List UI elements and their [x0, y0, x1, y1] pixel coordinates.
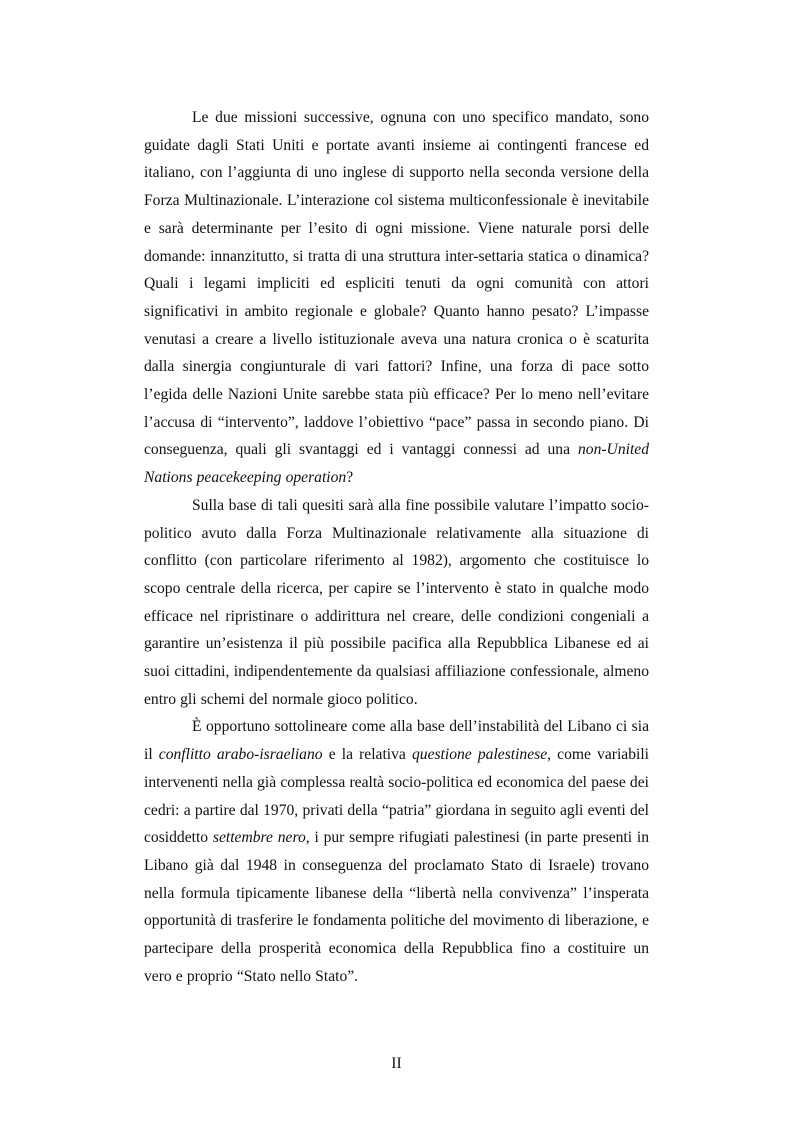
text-body	[144, 104, 649, 991]
paragraph-2-text-a: Sulla base di tali quesiti sarà alla fine possibile valutare l’impatto socio-politico avuto dalla Forza Multinazionale relativamente alla situazione di conflitto (con particolare riferimento al 1982), argomento che costituisce lo scopo centrale della ricerca, per capire se l’intervento è stato in qualche modo efficace nel ripristinare o addirittura nel creare, delle condizioni congeniali a garantire un’esistenza il più possibile pacifica alla Repubblica Libanese ed ai suoi cittadini, indipendentemente da qualsiasi affiliazione confessionale, almeno entro gli schemi del normale gioco politico.	[144, 496, 649, 708]
paragraph-2	[144, 492, 649, 714]
paragraph-3-italic-a: conflitto arabo-israeliano	[158, 746, 323, 764]
paragraph-1-italic-a: non-United Nations peacekeeping operation	[144, 441, 649, 487]
paragraph-3	[144, 713, 649, 990]
paragraph-1	[144, 104, 649, 492]
paragraph-3-text-d: , i pur sempre rifugiati palestinesi (in parte presenti in Libano già dal 1948 in conseguenza del proclamato Stato di Israele) trovano nella formula tipicamente libanese della “libertà nella convivenza” l’insperata opportunità di trasferire le fondamenta politiche del movimento di liberazione, e partecipare della prosperità economica della Repubblica fino a costituire un vero e proprio “Stato nello Stato”.	[144, 829, 650, 985]
paragraph-3-text-a: È opportuno sottolineare come alla base dell’instabilità del Libano ci sia il	[144, 718, 649, 764]
paragraph-3-text-c: , come variabili intervenenti nella già complessa realtà socio-politica ed economica del paese dei cedri: a partire dal 1970, privati della “patria” giordana in seguito agli eventi del cosiddetto	[144, 746, 649, 847]
paragraph-3-italic-b: questione palestinese	[411, 746, 548, 764]
page-number: II	[391, 1055, 402, 1072]
paragraph-3-italic-c: settembre nero	[212, 829, 306, 847]
paragraph-1-text-a: Le due missioni successive, ognuna con uno specifico mandato, sono guidate dagli Stati Uniti e portate avanti insieme ai contingenti francese ed italiano, con l’aggiunta di uno inglese di supporto nella seconda versione della Forza Multinazionale. L’interazione col sistema multiconfessionale è inevitabile e sarà determinante per l’esito di ogni missione. Viene naturale porsi delle domande: innanzitutto, si tratta di una struttura inter-settaria statica o dinamica? Quali i legami impliciti ed espliciti tenuti da ogni comunità con attori significativi in ambito regionale e globale? Quanto hanno pesato? L’impasse venutasi a creare a livello istituzionale aveva una natura cronica o è scaturita dalla sinergia congiunturale di vari fattori? Infine, una forza di pace sotto l’egida delle Nazioni Unite sarebbe stata più efficace? Per lo meno nell’evitare l’accusa di “intervento”, laddove l’obiettivo “pace” passa in secondo piano. Di conseguenza, quali gli svantaggi ed i vantaggi connessi ad una	[144, 109, 649, 459]
paragraph-1-text-b: ?	[346, 469, 354, 487]
paragraph-3-text-b: e la relativa	[322, 746, 412, 764]
